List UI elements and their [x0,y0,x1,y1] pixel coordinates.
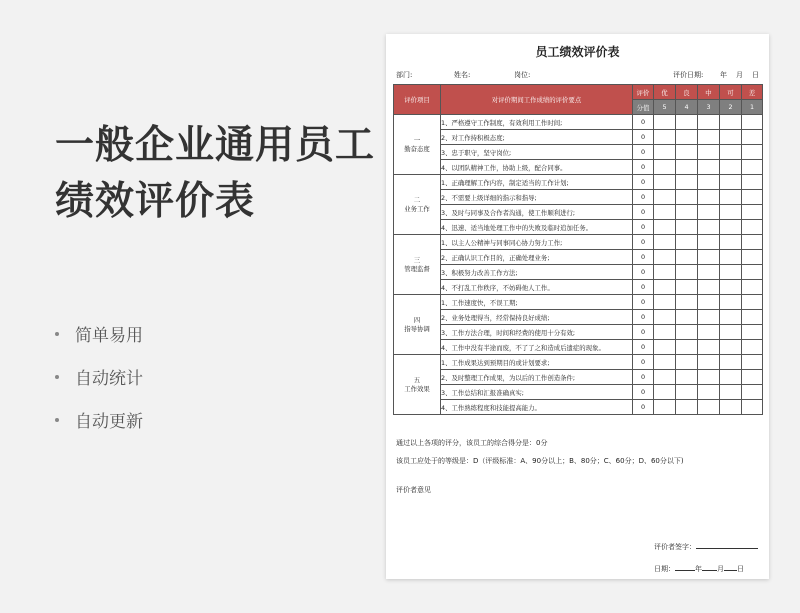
grade-cell[interactable] [742,190,763,205]
criteria-item: 3、积极努力改善工作方法; [441,265,633,280]
sign-month-blank[interactable] [702,570,717,571]
grade-cell[interactable] [654,280,676,295]
bullet-icon [55,375,59,379]
grade-cell[interactable] [720,130,742,145]
table-row [394,160,763,175]
grade-cell[interactable] [654,400,676,415]
header-grade-score: 1 [742,100,763,115]
date-month: 月 [736,71,743,79]
header-item: 评价项目 [394,85,441,115]
criteria-item: 4、工作中没有半途而废，不了了之和造成后遗症的现象。 [441,340,633,355]
score-cell: 0 [633,340,654,355]
grade-cell[interactable] [720,310,742,325]
feature-label: 自动更新 [75,412,143,432]
grade-cell[interactable] [698,295,720,310]
grade-cell[interactable] [676,190,698,205]
score-cell: 0 [633,385,654,400]
score-cell: 0 [633,235,654,250]
grade-cell[interactable] [720,280,742,295]
score-cell: 0 [633,160,654,175]
grade-cell[interactable] [654,385,676,400]
score-cell: 0 [633,190,654,205]
grade-cell[interactable] [676,340,698,355]
feature-label: 自动统计 [75,369,143,389]
grade-cell[interactable] [654,220,676,235]
signature-blank[interactable] [696,548,758,549]
grade-cell[interactable] [720,220,742,235]
header-grade: 优 [654,85,676,100]
grade-cell[interactable] [742,370,763,385]
grade-cell[interactable] [654,340,676,355]
table-row [394,205,763,220]
category-name: 勤奋态度 [404,144,430,153]
grade-cell[interactable] [720,235,742,250]
category-number: 五 [413,375,421,384]
signature-line [654,542,758,552]
grade-cell[interactable] [676,220,698,235]
header-grade: 良 [676,85,698,100]
header-grade-score: 2 [720,100,742,115]
feature-item [55,355,143,398]
grade-cell[interactable] [742,160,763,175]
sign-date-month: 月 [717,565,724,573]
category-name: 业务工作 [404,204,430,213]
grade-cell[interactable] [742,325,763,340]
grade-cell[interactable] [720,145,742,160]
date-label: 评价日期: [673,71,704,79]
feature-list [55,312,143,441]
category-name: 指导协调 [404,324,430,333]
criteria-item: 3、忠于职守，坚守岗位; [441,145,633,160]
grade-cell[interactable] [720,325,742,340]
grade-cell[interactable] [698,265,720,280]
criteria-item: 4、不打乱工作秩序，不妨碍他人工作。 [441,280,633,295]
grade-cell[interactable] [698,340,720,355]
criteria-item: 1、严格遵守工作制度，有效利用工作时间; [441,115,633,130]
grade-cell[interactable] [742,145,763,160]
criteria-item: 4、以团队精神工作，协助上级，配合同事。 [441,160,633,175]
grade-cell[interactable] [698,175,720,190]
grade-cell[interactable] [720,295,742,310]
grade-cell[interactable] [676,400,698,415]
grade-cell[interactable] [654,250,676,265]
table-row [394,400,763,415]
category-cell [394,235,441,295]
header-grade-score: 5 [654,100,676,115]
grade-cell[interactable] [654,115,676,130]
sign-date-year: 年 [695,565,702,573]
table-row [394,235,763,250]
grade-cell[interactable] [742,205,763,220]
grade-cell[interactable] [654,190,676,205]
category-number: 四 [413,315,421,324]
grade-cell[interactable] [698,220,720,235]
grade-cell[interactable] [742,265,763,280]
grade-cell[interactable] [698,130,720,145]
grade-cell[interactable] [654,235,676,250]
sheet-title: 员工绩效评价表 [535,45,620,59]
grade-cell[interactable] [654,295,676,310]
sign-year-blank[interactable] [675,570,695,571]
grade-cell[interactable] [720,175,742,190]
feature-item [55,312,143,355]
table-row [394,190,763,205]
grade-cell[interactable] [720,340,742,355]
grade-cell[interactable] [676,145,698,160]
grade-cell[interactable] [698,115,720,130]
grade-cell[interactable] [676,295,698,310]
grade-cell[interactable] [698,145,720,160]
grade-cell[interactable] [742,295,763,310]
bullet-icon [55,418,59,422]
table-row [394,130,763,145]
summary-score: 通过以上各项的评分，该员工的综合得分是：0分 [396,439,548,447]
header-eval: 评价 [633,85,654,100]
grade-cell[interactable] [654,145,676,160]
sign-date-label: 日期： [654,565,675,573]
table-row [394,280,763,295]
score-cell: 0 [633,310,654,325]
grade-cell[interactable] [698,370,720,385]
grade-cell[interactable] [654,265,676,280]
grade-cell[interactable] [720,265,742,280]
grade-cell[interactable] [698,325,720,340]
grade-cell[interactable] [720,400,742,415]
score-cell: 0 [633,175,654,190]
header-points: 对评价期间工作成绩的评价要点 [441,85,633,115]
header-score: 分值 [633,100,654,115]
category-number: 三 [413,255,421,264]
grade-cell[interactable] [742,400,763,415]
grade-cell[interactable] [676,325,698,340]
criteria-item: 4、迅速、适当地处理工作中的失败及临时追加任务。 [441,220,633,235]
criteria-item: 1、工作成果达到预期目的或计划要求; [441,355,633,370]
table-row [394,250,763,265]
score-cell: 0 [633,400,654,415]
grade-cell[interactable] [676,205,698,220]
score-cell: 0 [633,220,654,235]
criteria-item: 2、正确认识工作目的，正确处理业务; [441,250,633,265]
criteria-item: 3、及时与同事及合作者沟通，使工作顺利进行; [441,205,633,220]
grade-cell[interactable] [720,385,742,400]
grade-cell[interactable] [742,310,763,325]
grade-cell[interactable] [676,280,698,295]
criteria-item: 2、对工作持积极态度; [441,130,633,145]
header-grade-score: 3 [698,100,720,115]
grade-cell[interactable] [742,340,763,355]
grade-cell[interactable] [698,355,720,370]
grade-cell[interactable] [720,370,742,385]
feature-item [55,398,143,441]
table-row [394,370,763,385]
grade-cell[interactable] [676,355,698,370]
grade-cell[interactable] [698,400,720,415]
grade-cell[interactable] [742,385,763,400]
grade-cell[interactable] [742,220,763,235]
grade-cell[interactable] [720,250,742,265]
grade-cell[interactable] [720,205,742,220]
sign-day-blank[interactable] [724,570,737,571]
name-label: 姓名: [454,71,471,79]
post-label: 岗位: [514,71,531,79]
grade-cell[interactable] [654,325,676,340]
bullet-icon [55,332,59,336]
header-grade-score: 4 [676,100,698,115]
sign-date-day: 日 [737,565,744,573]
grade-cell[interactable] [698,310,720,325]
grade-cell[interactable] [654,310,676,325]
grade-cell[interactable] [654,130,676,145]
header-grade: 差 [742,85,763,100]
criteria-item: 2、及时整理工作成果，为以后的工作创造条件; [441,370,633,385]
date-day: 日 [752,71,759,79]
grade-cell[interactable] [676,175,698,190]
grade-cell[interactable] [676,160,698,175]
grade-cell[interactable] [742,115,763,130]
sign-date-line [654,564,744,574]
header-grade: 中 [698,85,720,100]
grade-cell[interactable] [676,235,698,250]
grade-cell[interactable] [742,280,763,295]
signature-label: 评价者签字： [654,543,696,551]
evaluation-table [393,84,763,415]
category-name: 管理监督 [404,264,430,273]
score-cell: 0 [633,250,654,265]
grade-cell[interactable] [698,205,720,220]
grade-cell[interactable] [654,160,676,175]
grade-cell[interactable] [654,370,676,385]
opinion-label: 评价者意见 [396,486,431,494]
table-row [394,355,763,370]
table-row [394,115,763,130]
category-name: 工作效果 [404,384,430,393]
grade-cell[interactable] [698,280,720,295]
table-row [394,325,763,340]
grade-cell[interactable] [720,355,742,370]
grade-cell[interactable] [676,310,698,325]
criteria-item: 4、工作熟练程度和技能提高能力。 [441,400,633,415]
grade-cell[interactable] [720,190,742,205]
summary-grade: 该员工应处于的等级是：D（评级标准：A、90分以上；B、80分；C、60分；D、60分以下) [396,457,684,465]
criteria-item: 2、不需要上级详细的指示和指导; [441,190,633,205]
feature-label: 简单易用 [75,326,143,346]
category-cell [394,175,441,235]
criteria-item: 1、工作速度快，不误工期; [441,295,633,310]
category-number: 一 [413,135,421,144]
hero-title: 一般企业通用员工绩效评价表 [55,123,376,224]
grade-cell[interactable] [698,250,720,265]
category-cell [394,115,441,175]
date-year: 年 [720,71,727,79]
score-cell: 0 [633,265,654,280]
table-row [394,295,763,310]
table-row [394,340,763,355]
score-cell: 0 [633,145,654,160]
criteria-item: 3、工作方法合理，时间和经费的使用十分有效; [441,325,633,340]
table-row [394,310,763,325]
table-row [394,220,763,235]
criteria-item: 1、正确理解工作内容，制定适当的工作计划; [441,175,633,190]
grade-cell[interactable] [742,355,763,370]
grade-cell[interactable] [654,205,676,220]
category-number: 二 [413,195,421,204]
grade-cell[interactable] [698,235,720,250]
dept-label: 部门: [396,71,413,79]
grade-cell[interactable] [742,250,763,265]
evaluation-sheet [386,34,769,579]
grade-cell[interactable] [654,355,676,370]
grade-cell[interactable] [720,160,742,175]
score-cell: 0 [633,115,654,130]
score-cell: 0 [633,205,654,220]
grade-cell[interactable] [676,370,698,385]
grade-cell[interactable] [698,385,720,400]
grade-cell[interactable] [742,235,763,250]
grade-cell[interactable] [676,130,698,145]
score-cell: 0 [633,325,654,340]
score-cell: 0 [633,355,654,370]
score-cell: 0 [633,280,654,295]
table-row [394,265,763,280]
criteria-item: 2、业务处理得当，经常保持良好成绩; [441,310,633,325]
criteria-item: 3、工作总结和汇报准确真实; [441,385,633,400]
grade-cell[interactable] [676,115,698,130]
score-cell: 0 [633,370,654,385]
header-grade: 可 [720,85,742,100]
table-row [394,385,763,400]
category-cell [394,355,441,415]
table-row [394,175,763,190]
grade-cell[interactable] [676,265,698,280]
grade-cell[interactable] [654,175,676,190]
category-cell [394,295,441,355]
grade-cell[interactable] [742,130,763,145]
grade-cell[interactable] [698,190,720,205]
table-row [394,145,763,160]
grade-cell[interactable] [676,385,698,400]
grade-cell[interactable] [720,115,742,130]
score-cell: 0 [633,295,654,310]
grade-cell[interactable] [676,250,698,265]
criteria-item: 1、以主人公精神与同事同心协力努力工作; [441,235,633,250]
grade-cell[interactable] [742,175,763,190]
score-cell: 0 [633,130,654,145]
grade-cell[interactable] [698,160,720,175]
